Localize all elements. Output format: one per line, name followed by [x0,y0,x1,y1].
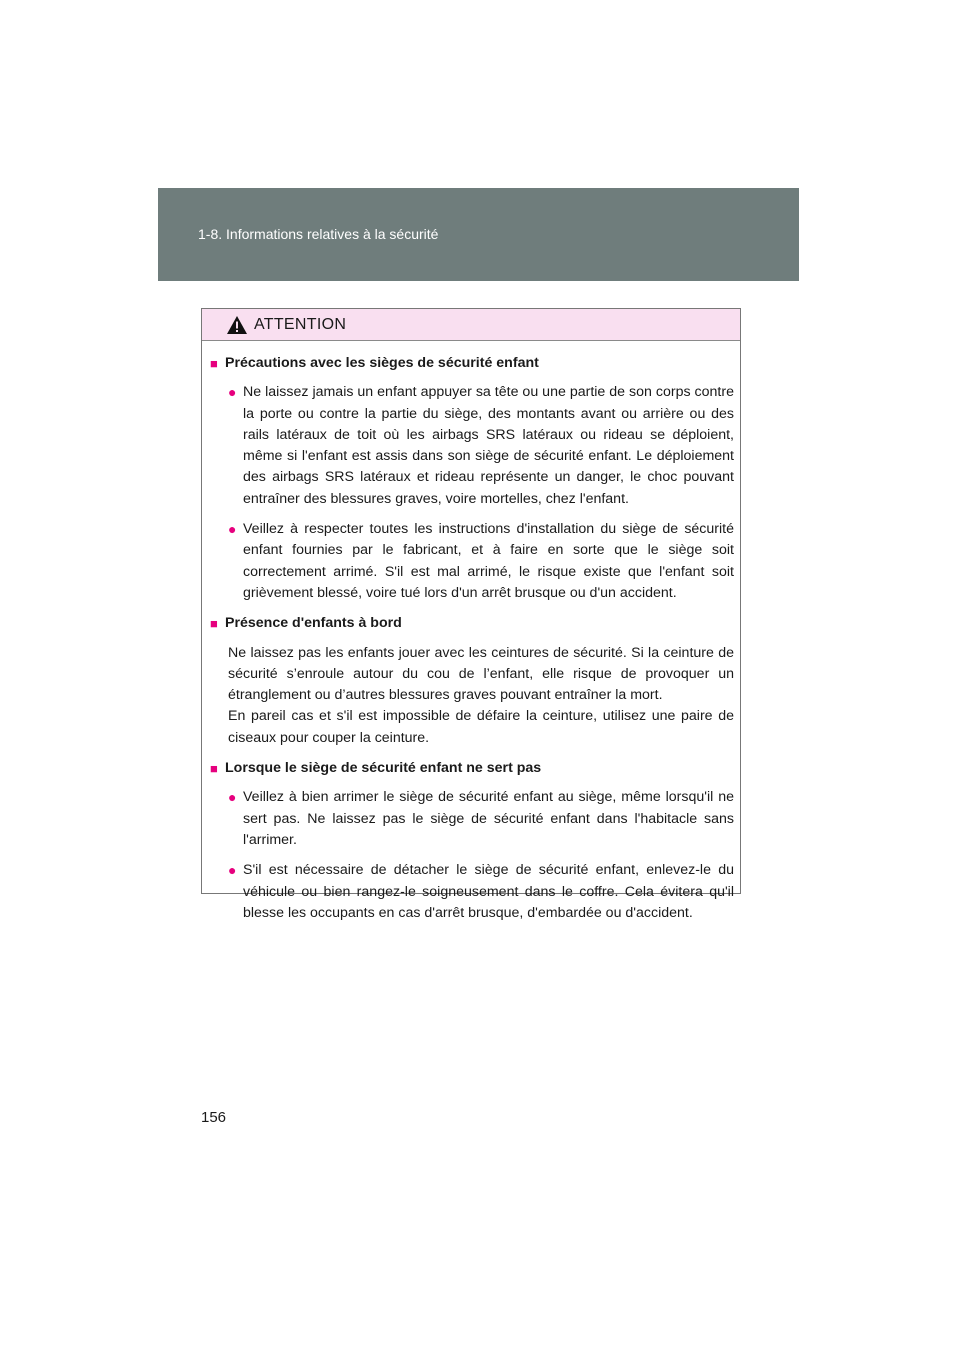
list-item [228,787,734,851]
square-bullet-icon: ■ [210,761,218,777]
section-heading [210,613,734,634]
list-item-text: Veillez à bien arrimer le siège de sécurité enfant au siège, même lorsqu'il ne sert pas. Ne laissez pas le siège de sécurité enfant dans l'habitacle sans l'arrimer. [243,789,734,848]
section-heading [210,353,734,374]
section-heading [210,758,734,779]
circle-bullet-icon: ● [228,789,237,806]
section-heading-text: Présence d'enfants à bord [225,615,402,632]
list-item [228,519,734,604]
section-heading-text: Lorsque le siège de sécurité enfant ne sert pas [225,760,542,777]
warning-box [201,308,741,921]
circle-bullet-icon: ● [228,521,237,538]
section-header-bar [158,188,799,281]
square-bullet-icon: ■ [210,356,218,371]
paragraph-text: Ne laissez pas les enfants jouer avec les ceintures de sécurité. Si la ceinture de sécurité s’enroule autour du cou de l’enfant, elle risque de provoquer un étranglement ou d’autres blessures graves pouvant entraîner la mort. [228,644,734,704]
warning-content [202,341,740,924]
list-item [228,382,734,510]
warning-header [202,309,740,341]
section-heading-text: Précautions avec les sièges de sécurité enfant [225,355,539,371]
paragraph [228,643,734,749]
square-bullet-icon: ■ [210,616,218,632]
list-item [228,860,734,924]
list-item-text: Ne laissez jamais un enfant appuyer sa tête ou une partie de son corps contre la porte ou contre la partie du siège, des montants avant ou arrière ou des rails latéraux de toit où les airbags SRS latéraux ou rideau se déploient, même si l'enfant est assis dans son siège de sécurité enfant. Le déploiement des airbags SRS latéraux et rideau représente un danger, le choc pouvant entraîner des blessures graves, voire mortelles, chez l'enfant. [243,384,734,507]
warning-title: ATTENTION [254,316,347,333]
page-number: 156 [201,1109,227,1126]
paragraph-text: En pareil cas et s'il est impossible de défaire la ceinture, utilisez une paire de ciseaux pour couper la ceinture. [228,708,734,746]
warning-triangle-icon [226,315,248,335]
list-item-text: Veillez à respecter toutes les instructions d'installation du siège de sécurité enfant fournies par le fabricant, et à faire en sorte que le siège soit correctement arrimé. S'il est mal arrimé, le risque existe que l'enfant soit grièvement blessé, voire tué lors d'un arrêt brusque ou d'un accident. [243,521,734,601]
list-item-text: S'il est nécessaire de détacher le siège de sécurité enfant, enlevez-le du véhicule ou bien rangez-le soigneusement dans le coffre. Cela évitera qu'il blesse les occupants en cas d'arrêt brusque, d'embardée ou d'accident. [243,862,734,921]
section-title: 1-8. Informations relatives à la sécurité [198,226,439,242]
circle-bullet-icon: ● [228,862,237,879]
circle-bullet-icon: ● [228,384,237,401]
